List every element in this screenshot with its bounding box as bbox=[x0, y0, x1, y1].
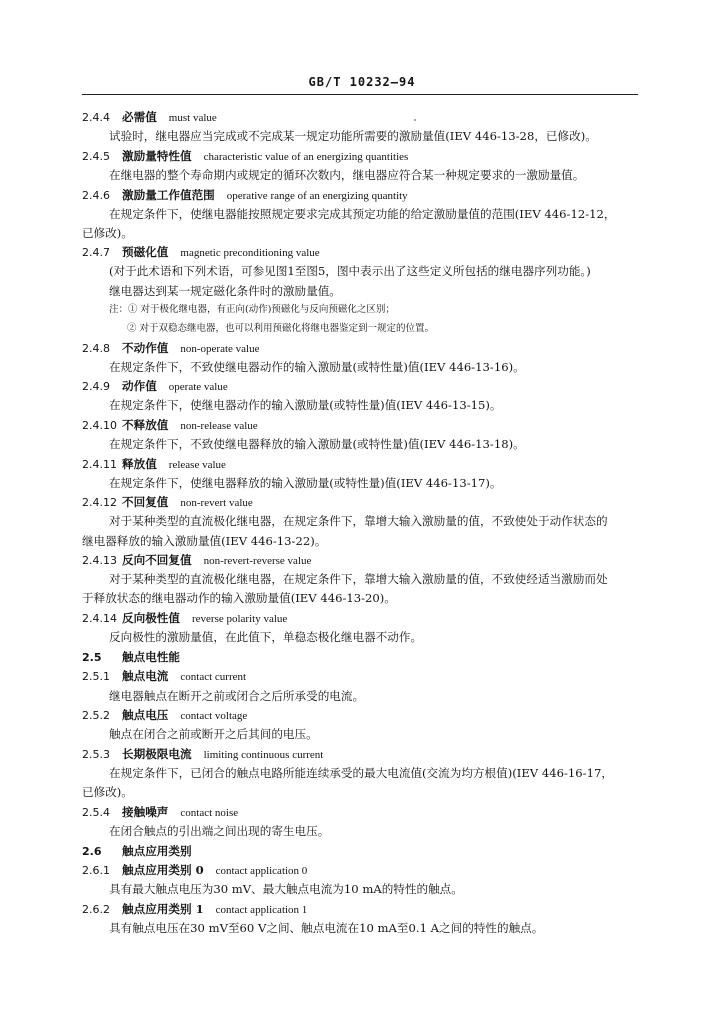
term-entry bbox=[82, 187, 642, 204]
term-chinese: 不动作值 bbox=[122, 341, 169, 355]
term-english: operative range of an energizing quantity bbox=[226, 190, 408, 202]
term-entry bbox=[82, 552, 642, 569]
section-heading bbox=[82, 843, 642, 860]
note-2: ② 对于双稳态继电器，也可以利用预磁化将继电器鉴定到一规定的位置。 bbox=[127, 323, 435, 334]
term-definition: 继电器触点在断开之前或闭合之后所承受的电流。 bbox=[109, 689, 365, 703]
term-chinese: 激励量特性值 bbox=[122, 149, 192, 163]
term-chinese: 反向极性值 bbox=[122, 611, 180, 625]
term-entry bbox=[82, 707, 642, 724]
term-number: 2.4.14 bbox=[82, 612, 117, 625]
term-number: 2.4.6 bbox=[82, 189, 110, 202]
term-english: contact application 1 bbox=[215, 904, 308, 916]
term-chinese: 接触噪声 bbox=[122, 805, 169, 819]
term-remark: (对于此术语和下列术语，可参见图1至图5，图中表示出了这些定义所包括的继电器序列功能。) bbox=[109, 264, 591, 278]
term-english: non-release value bbox=[180, 420, 258, 432]
term-definition: 在规定条件下，不致使继电器释放的输入激励量(或特性量)值(IEV 446-13-18)。 bbox=[109, 437, 525, 451]
term-definition: 在闭合触点的引出端之间出现的寄生电压。 bbox=[109, 824, 330, 838]
term-chinese: 长期极限电流 bbox=[122, 747, 192, 761]
term-number: 2.4.12 bbox=[82, 496, 117, 509]
term-chinese: 触点应用类别 0 bbox=[122, 863, 204, 877]
section-title: 触点电性能 bbox=[122, 650, 180, 664]
term-entry bbox=[82, 494, 642, 511]
term-chinese: 不回复值 bbox=[122, 495, 169, 509]
term-definition: 试验时，继电器应当完成或不完成某一规定功能所需要的激励量值(IEV 446-13-28，已修改)。 bbox=[109, 129, 597, 143]
term-entry bbox=[82, 340, 642, 357]
term-english: non-revert-reverse value bbox=[203, 555, 312, 567]
header-rule bbox=[82, 94, 638, 95]
term-definition: 在规定条件下，不致使继电器动作的输入激励量(或特性量)值(IEV 446-13-16)。 bbox=[109, 360, 525, 374]
term-english: non-revert value bbox=[180, 497, 253, 509]
term-chinese: 动作值 bbox=[122, 379, 157, 393]
term-english: limiting continuous current bbox=[203, 749, 324, 761]
section-number: 2.5 bbox=[82, 651, 102, 664]
term-english: contact noise bbox=[180, 807, 239, 819]
term-english: characteristic value of an energizing quantities bbox=[203, 151, 409, 163]
page-header: GB/T 10232—94 bbox=[308, 75, 416, 89]
section-heading bbox=[82, 649, 642, 666]
term-entry bbox=[82, 417, 642, 434]
term-chinese: 预磁化值 bbox=[122, 245, 169, 259]
term-english: reverse polarity value bbox=[191, 613, 288, 625]
term-chinese: 触点应用类别 1 bbox=[122, 902, 204, 916]
term-entry bbox=[82, 109, 642, 126]
term-number: 2.4.10 bbox=[82, 419, 117, 432]
section-number: 2.6 bbox=[82, 845, 102, 858]
term-definition-cont: 已修改)。 bbox=[82, 226, 133, 240]
term-definition: 反向极性的激励量值，在此值下，单稳态极化继电器不动作。 bbox=[109, 630, 423, 644]
term-english: contact current bbox=[180, 671, 247, 683]
term-number: 2.5.3 bbox=[82, 748, 110, 761]
term-english: non-operate value bbox=[180, 343, 260, 355]
term-definition: 触点在闭合之前或断开之后其间的电压。 bbox=[109, 727, 318, 741]
term-number: 2.5.1 bbox=[82, 670, 110, 683]
term-definition: 继电器达到某一规定磁化条件时的激励量值。 bbox=[109, 284, 341, 298]
term-number: 2.4.13 bbox=[82, 554, 117, 567]
term-number: 2.6.2 bbox=[82, 903, 110, 916]
term-chinese: 触点电压 bbox=[122, 708, 169, 722]
term-entry bbox=[82, 746, 642, 763]
term-number: 2.4.9 bbox=[82, 380, 110, 393]
term-entry bbox=[82, 378, 642, 395]
term-definition: 对于某种类型的直流极化继电器，在规定条件下，靠增大输入激励量的值，不致使经适当激励而处 bbox=[109, 572, 608, 586]
section-title: 触点应用类别 bbox=[122, 844, 192, 858]
term-entry bbox=[82, 148, 642, 165]
term-chinese: 必需值 bbox=[122, 110, 157, 124]
term-definition: 在规定条件下，已闭合的触点电路所能连续承受的最大电流值(交流为均方根值)(IEV 446-16-17， bbox=[109, 766, 613, 780]
term-number: 2.5.2 bbox=[82, 709, 110, 722]
term-number: 2.4.7 bbox=[82, 246, 110, 259]
term-number: 2.4.5 bbox=[82, 150, 110, 163]
term-definition: 在继电器的整个寿命期内或规定的循环次数内，继电器应符合某一种规定要求的一激励量值。 bbox=[109, 168, 585, 182]
term-number: 2.6.1 bbox=[82, 864, 110, 877]
term-entry bbox=[82, 804, 642, 821]
term-chinese: 释放值 bbox=[122, 457, 157, 471]
term-chinese: 触点电流 bbox=[122, 669, 169, 683]
term-definition: 在规定条件下，使继电器动作的输入激励量(或特性量)值(IEV 446-13-15)。 bbox=[109, 398, 502, 412]
term-english: release value bbox=[168, 459, 226, 471]
term-definition-cont: 继电器释放的输入激励量值(IEV 446-13-22)。 bbox=[82, 534, 327, 548]
term-number: 2.5.4 bbox=[82, 806, 110, 819]
term-entry bbox=[82, 244, 642, 261]
term-entry bbox=[82, 862, 642, 879]
term-number: 2.4.8 bbox=[82, 342, 110, 355]
term-definition: 在规定条件下，使继电器能按照规定要求完成其预定功能的给定激励量值的范围(IEV 446-12-12， bbox=[109, 207, 616, 221]
term-english: operate value bbox=[168, 381, 228, 393]
term-entry bbox=[82, 668, 642, 685]
term-chinese: 激励量工作值范围 bbox=[122, 188, 215, 202]
term-english: contact voltage bbox=[180, 710, 248, 722]
note-1: 注：① 对于极化继电器，有正向(动作)预磁化与反向预磁化之区别； bbox=[109, 304, 395, 315]
term-number: 2.4.4 bbox=[82, 111, 110, 124]
term-definition: 对于某种类型的直流极化继电器，在规定条件下，靠增大输入激励量的值，不致使处于动作状态的 bbox=[109, 514, 608, 528]
term-entry bbox=[82, 456, 642, 473]
term-english: must value bbox=[168, 112, 217, 124]
term-entry bbox=[82, 901, 642, 918]
term-english: contact application 0 bbox=[215, 865, 308, 877]
term-entry bbox=[82, 610, 642, 627]
term-number: 2.4.11 bbox=[82, 458, 117, 471]
term-definition-cont: 已修改)。 bbox=[82, 785, 133, 799]
term-definition: 在规定条件下，使继电器释放的输入激励量(或特性量)值(IEV 446-13-17)。 bbox=[109, 476, 502, 490]
term-definition: 具有触点电压在30 mV至60 V之间、触点电流在10 mA至0.1 A之间的特性的触点。 bbox=[109, 921, 544, 935]
term-definition: 具有最大触点电压为30 mV、最大触点电流为10 mA的特性的触点。 bbox=[109, 882, 463, 896]
scan-speck bbox=[414, 119, 416, 121]
term-english: magnetic preconditioning value bbox=[180, 247, 320, 259]
term-chinese: 反向不回复值 bbox=[122, 553, 192, 567]
term-chinese: 不释放值 bbox=[122, 418, 169, 432]
term-definition-cont: 于释放状态的继电器动作的输入激励量值(IEV 446-13-20)。 bbox=[82, 591, 396, 605]
